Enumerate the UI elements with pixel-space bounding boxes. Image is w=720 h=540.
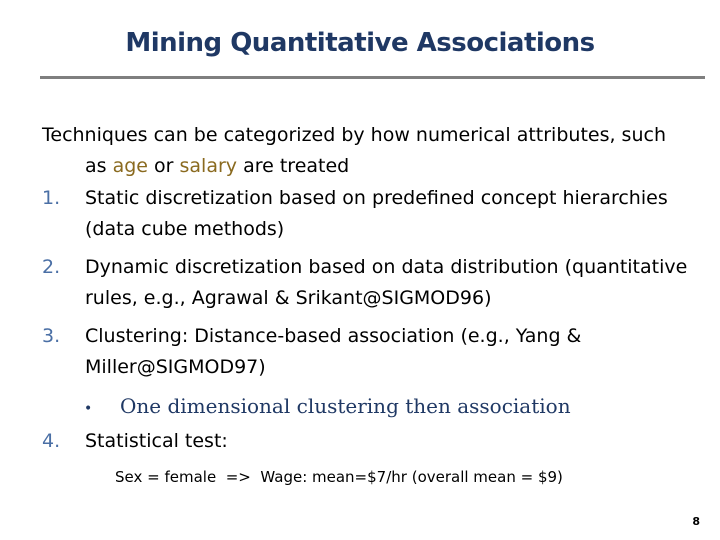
- intro-or: or: [148, 155, 180, 177]
- list-item-text: Statistical test:: [85, 430, 228, 452]
- bullet-icon: •: [84, 401, 93, 417]
- list-item-number: 2.: [42, 256, 61, 278]
- list-item-number: 3.: [42, 325, 61, 347]
- sub-bullet-text: One dimensional clustering then association: [120, 394, 571, 418]
- list-item-text: Dynamic discretization based on data distribution (quantitative rules, e.g., Agrawal & Srikant@SIGMOD96): [85, 256, 688, 309]
- intro-paragraph: [42, 120, 702, 182]
- intro-age: age: [112, 155, 148, 177]
- list-item-text: Static discretization based on predefined concept hierarchies (data cube methods): [85, 187, 668, 240]
- list-item-number: 4.: [42, 430, 61, 452]
- sub-bullet-item: [84, 392, 571, 423]
- list-item-text: Clustering: Distance-based association (e.g., Yang & Miller@SIGMOD97): [85, 325, 582, 378]
- intro-line-1: Techniques can be categorized by how numerical attributes, such: [42, 124, 666, 146]
- title-divider: [40, 76, 705, 79]
- list-item-number: 1.: [42, 187, 61, 209]
- intro-line-2: [42, 151, 702, 182]
- intro-as: as: [85, 155, 113, 177]
- intro-salary: salary: [179, 155, 238, 177]
- example-formula: Sex = female => Wage: mean=$7/hr (overall mean = $9): [115, 468, 563, 486]
- intro-rest: are treated: [237, 155, 350, 177]
- page-number: 8: [692, 515, 700, 528]
- slide-title: Mining Quantitative Associations: [125, 28, 595, 58]
